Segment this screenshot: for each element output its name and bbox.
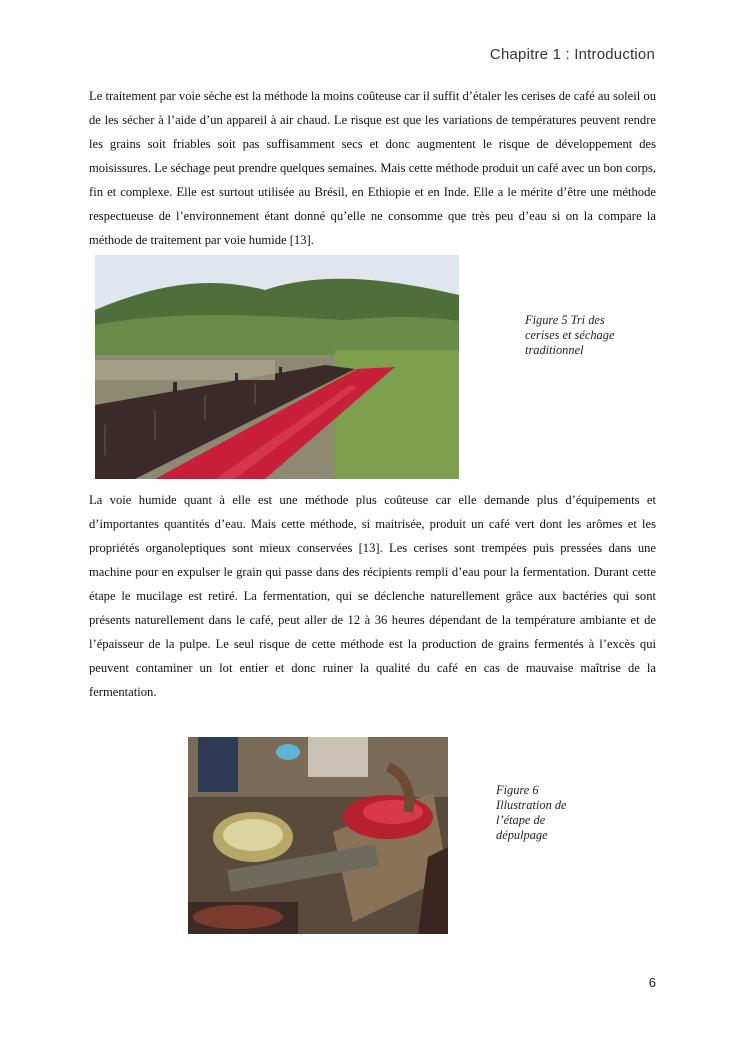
chapter-header: Chapitre 1 : Introduction	[489, 46, 655, 63]
figure-5-photo-drying-beds	[95, 255, 459, 479]
paragraph-wet-process: La voie humide quant à elle est une méthode plus coûteuse car elle demande plus d’équipements et d’importantes quantités d’eau. Mais cette méthode, si maitrisée, produit un café vert dont les arômes et les propriétés organoleptiques sont mieux conservées [13]. Les cerises sont trempées puis pressées dans une machine pour en expulser le grain qui passe dans des récipients rempli d’eau pour la fermentation. Durant cette étape le mucilage est retiré. La fermentation, qui se déclenche naturellement grâce aux bactéries qui sont présents naturellement dans le café, peut aller de 12 à 36 heures dépendant de la température ambiante et de l’épaisseur de la pulpe. Le seul risque de cette méthode est la production de grains fermentés à l’excès qui peuvent contaminer un lot entier et donc ruiner la qualité du café en cas de mauvaise maîtrise de la fermentation.	[89, 493, 656, 699]
figure-6-photo-depulping	[188, 737, 448, 934]
page-number: 6	[648, 975, 656, 990]
figure-5-caption: Figure 5 Tri des cerises et séchage traditionnel	[525, 313, 615, 357]
figure-6-caption: Figure 6 Illustration de l’étape de dépulpage	[496, 783, 567, 842]
paragraph-dry-process: Le traitement par voie sèche est la méthode la moins coûteuse car il suffit d’étaler les cerises de café au soleil ou de les sécher à l’aide d’un appareil à air chaud. Le risque est que les variations de températures peuvent rendre les grains soit friables soit pas suffisamment secs et donc augmentent le risque de développement des moisissures. Le séchage peut prendre quelques semaines. Mais cette méthode produit un café avec un bon corps, fin et complexe. Elle est surtout utilisée au Brésil, en Ethiopie et en Inde. Elle a le mérite d’être une méthode respectueuse de l’environnement étant donné qu’elle ne consomme que très peu d’eau si on la compare la méthode de traitement par voie humide [13].	[89, 89, 656, 247]
